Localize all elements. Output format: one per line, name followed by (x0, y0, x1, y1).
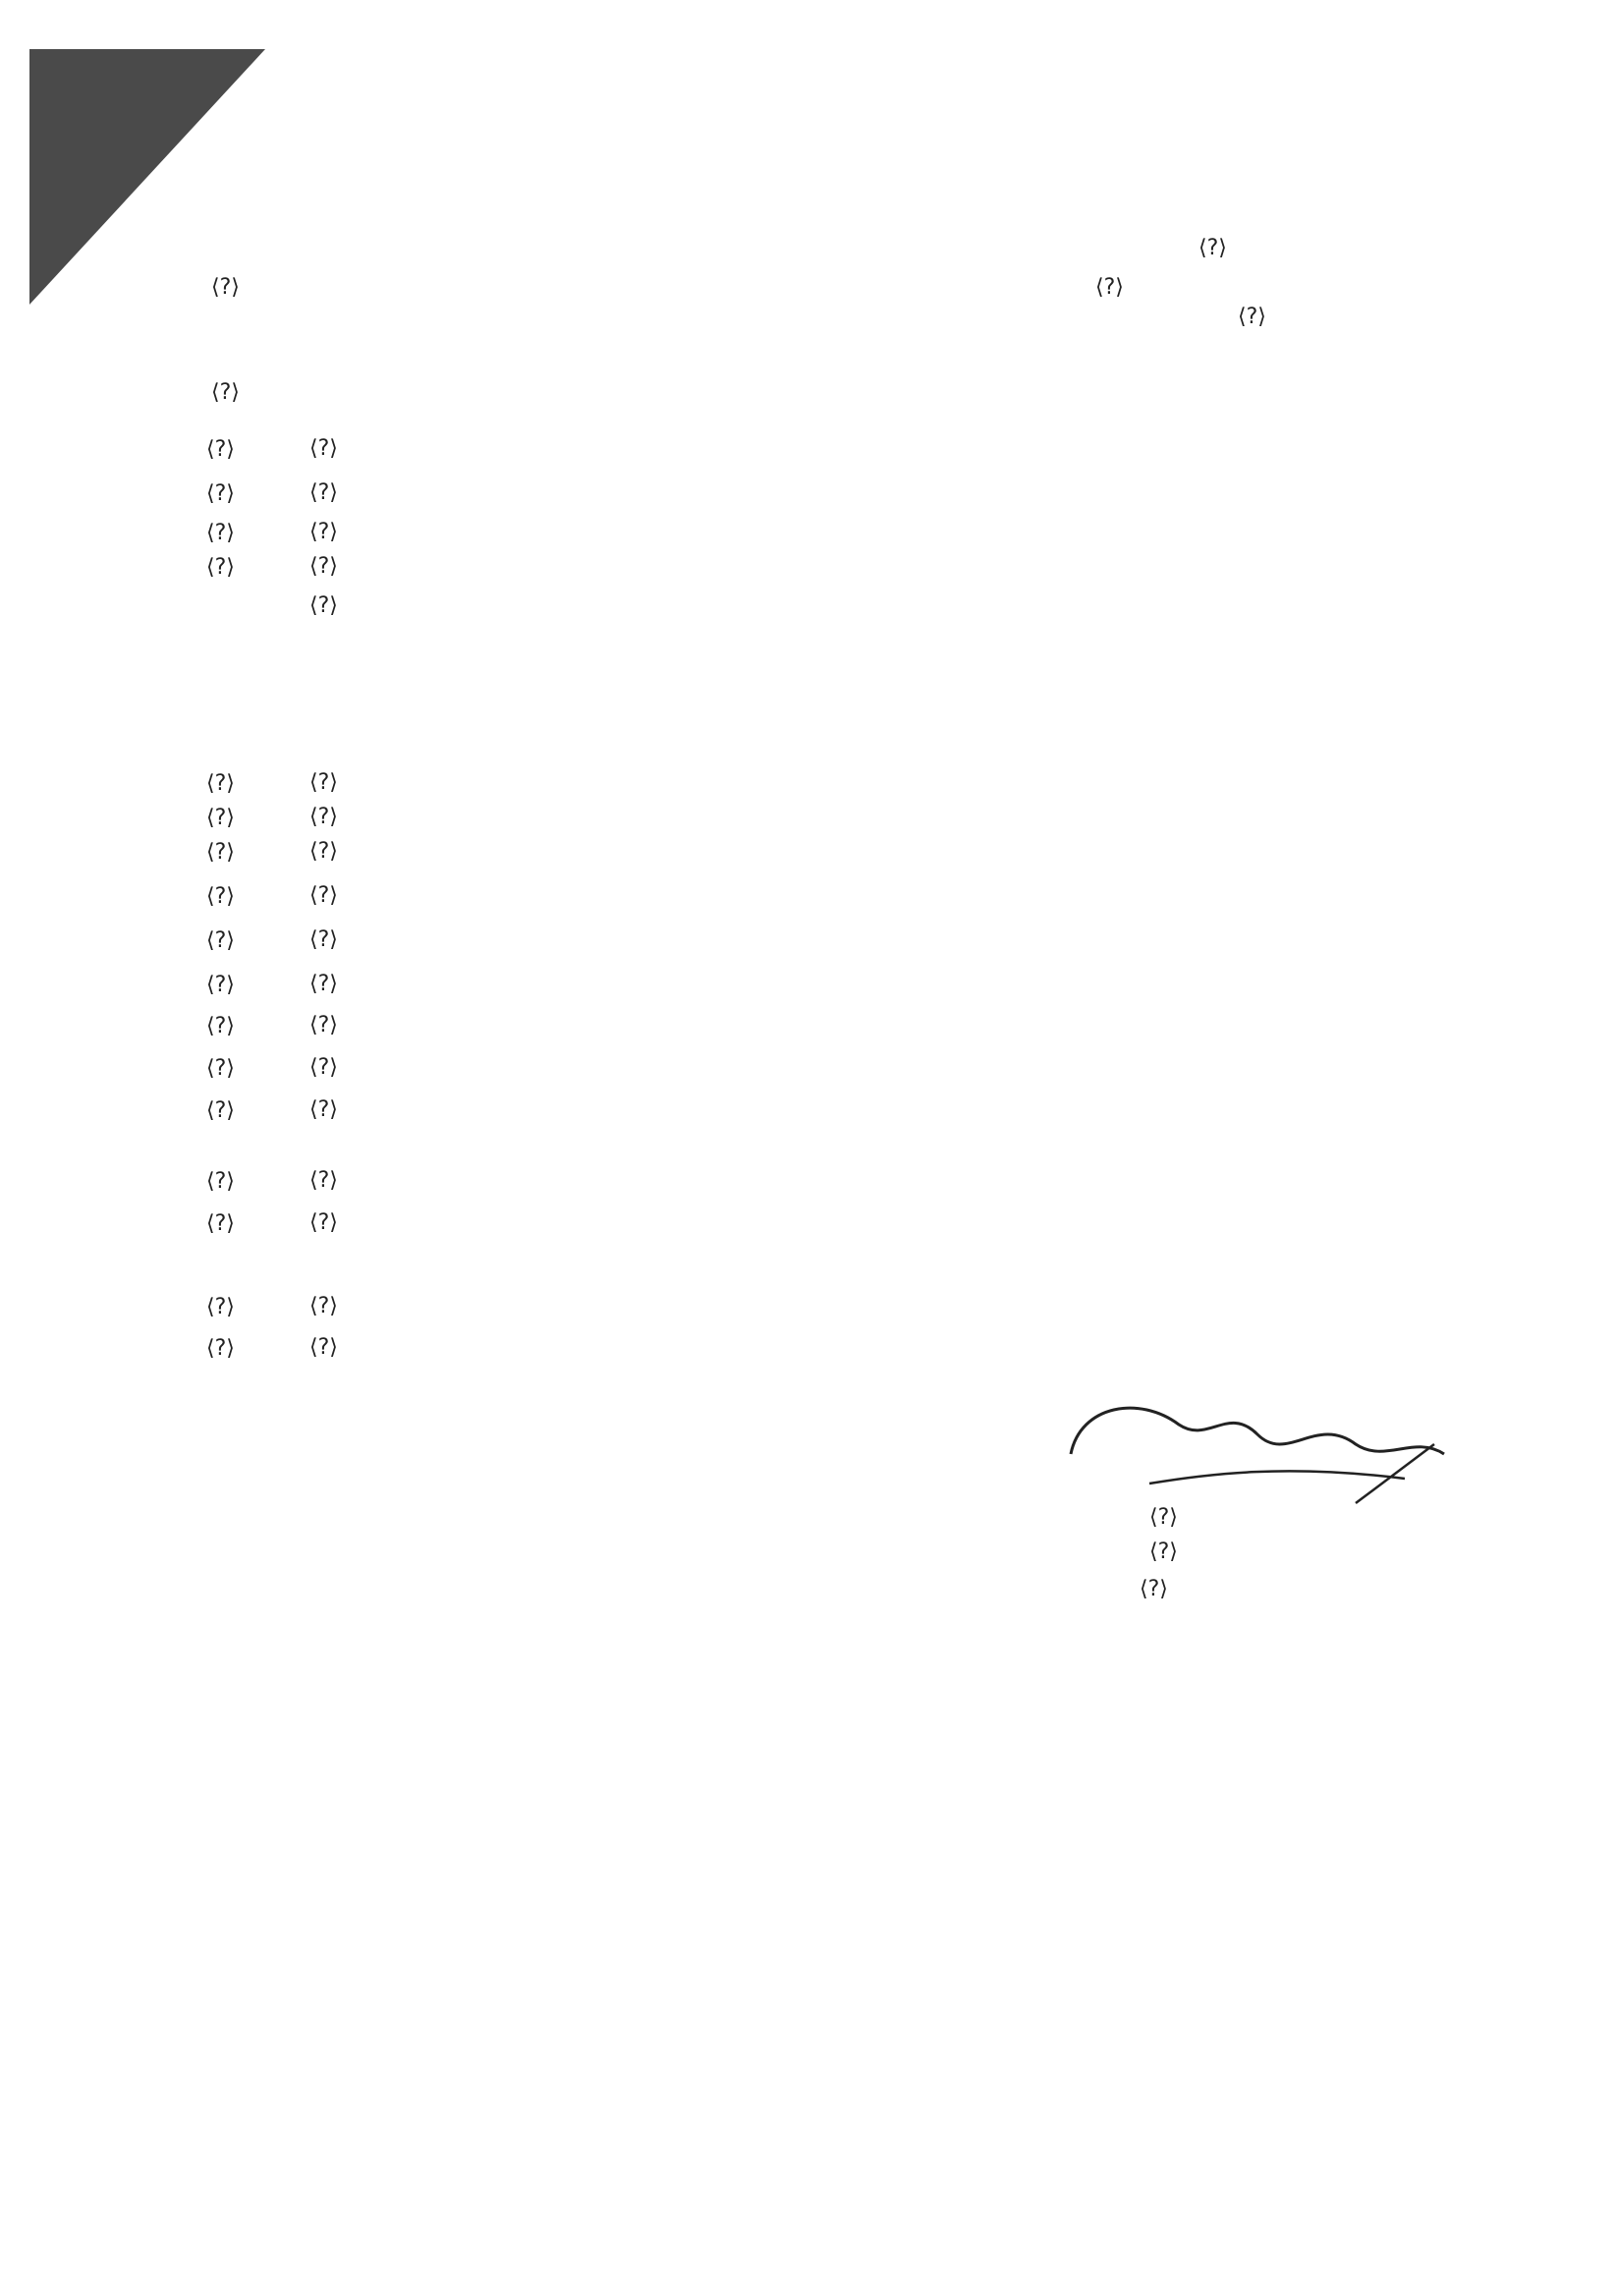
list-item: ⟨?⟩ (309, 436, 338, 461)
item-number: ⟨?⟩ (206, 481, 235, 506)
item-number: ⟨?⟩ (206, 806, 235, 830)
reference-number: ⟨?⟩ (211, 275, 240, 300)
date-label: ⟨?⟩ (1095, 275, 1124, 300)
item-number: ⟨?⟩ (206, 973, 235, 997)
item-number: ⟨?⟩ (206, 1336, 235, 1361)
item-number: ⟨?⟩ (206, 1211, 235, 1236)
list-item: ⟨?⟩ (309, 1013, 338, 1037)
item-number: ⟨?⟩ (206, 1295, 235, 1319)
date-bangla: ⟨?⟩ (1198, 236, 1227, 260)
list-item: ⟨?⟩ (309, 839, 338, 864)
signatory-phone: ⟨?⟩ (1140, 1577, 1168, 1601)
item-number: ⟨?⟩ (206, 1014, 235, 1038)
item-number: ⟨?⟩ (206, 1098, 235, 1123)
item-number: ⟨?⟩ (206, 437, 235, 462)
list-item: ⟨?⟩ (309, 1335, 338, 1360)
intro-text: ⟨?⟩ (211, 380, 240, 405)
signatory-designation: ⟨?⟩ (1149, 1540, 1178, 1564)
list-item: ⟨?⟩ (309, 520, 338, 544)
list-item: ⟨?⟩ (309, 1294, 338, 1318)
list-item: ⟨?⟩ (309, 554, 338, 579)
item-number: ⟨?⟩ (206, 521, 235, 545)
list-item: ⟨?⟩ (309, 1168, 338, 1193)
item-number: ⟨?⟩ (206, 840, 235, 865)
paragraph-4: ⟨?⟩ (309, 593, 338, 618)
list-item: ⟨?⟩ (309, 1210, 338, 1235)
list-item: ⟨?⟩ (309, 972, 338, 996)
list-item: ⟨?⟩ (309, 1097, 338, 1122)
list-item: ⟨?⟩ (309, 770, 338, 795)
list-item: ⟨?⟩ (309, 927, 338, 952)
item-number: ⟨?⟩ (206, 555, 235, 580)
item-number: ⟨?⟩ (206, 928, 235, 953)
item-number: ⟨?⟩ (206, 884, 235, 909)
item-number: ⟨?⟩ (206, 1169, 235, 1194)
date-english: ⟨?⟩ (1238, 305, 1266, 329)
list-item: ⟨?⟩ (309, 1055, 338, 1080)
signatory-name: ⟨?⟩ (1149, 1505, 1178, 1530)
scan-corner-fold (29, 49, 265, 305)
list-item: ⟨?⟩ (309, 883, 338, 908)
list-item: ⟨?⟩ (309, 805, 338, 829)
item-number: ⟨?⟩ (206, 771, 235, 796)
item-number: ⟨?⟩ (206, 1056, 235, 1081)
handwritten-signature (1061, 1385, 1454, 1513)
list-item: ⟨?⟩ (309, 480, 338, 505)
